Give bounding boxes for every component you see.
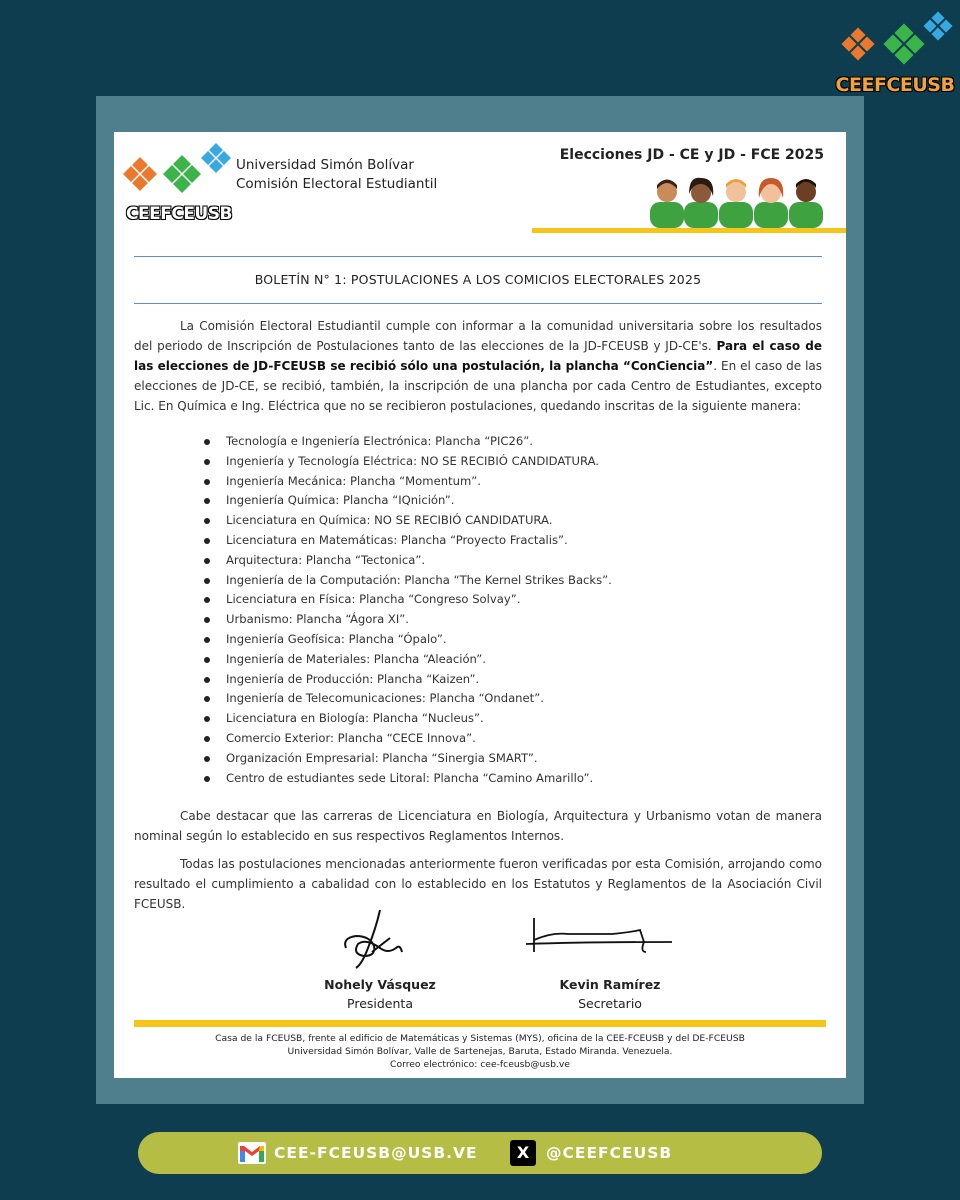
list-item: Ingeniería Química: Plancha “IQnición”.	[202, 491, 612, 511]
corner-logo	[834, 6, 956, 94]
bulletin-title: BOLETÍN N° 1: POSTULACIONES A LOS COMICIOS ELECTORALES 2025	[254, 272, 702, 287]
gmail-icon	[238, 1142, 266, 1164]
list-item: Ingeniería Mecánica: Plancha “Momentum”.	[202, 472, 612, 492]
document-footer	[134, 1032, 826, 1071]
candidacy-list	[202, 432, 612, 788]
footer-email: Correo electrónico: cee-fceusb@usb.ve	[390, 1059, 570, 1070]
intro-text-1: La Comisión Electoral Estudiantil cumple con informar a la comunidad universitaria sobre los resultados del periodo de Inscripción de Postulaciones tanto de las elecciones de la JD-FCEUSB y JD-CE's.	[134, 319, 822, 353]
triangle-logo-icon	[120, 138, 238, 204]
commission-name: Comisión Electoral Estudiantil	[236, 176, 438, 192]
list-item: Tecnología e Ingeniería Electrónica: Plancha “PIC26”.	[202, 432, 612, 452]
x-handle-link[interactable]: @CEEFCEUSB	[546, 1144, 673, 1162]
institution-block	[236, 156, 437, 194]
bulletin-document	[114, 132, 846, 1078]
header-wordmark: CEEFCEUSB	[126, 204, 232, 224]
signer-role: Presidenta	[347, 996, 413, 1011]
list-item: Licenciatura en Biología: Plancha “Nucleus”.	[202, 709, 612, 729]
students-illustration-icon	[648, 172, 830, 228]
x-logo-icon: X	[510, 1140, 536, 1166]
signature-secretary-icon	[522, 912, 682, 968]
list-item: Comercio Exterior: Plancha “CECE Innova”.	[202, 729, 612, 749]
intro-paragraph	[134, 316, 822, 416]
list-item: Urbanismo: Plancha “Ágora XI”.	[202, 610, 612, 630]
list-item: Licenciatura en Química: NO SE RECIBIÓ CANDIDATURA.	[202, 511, 612, 531]
list-item: Ingeniería de la Computación: Plancha “The Kernel Strikes Backs”.	[202, 571, 612, 591]
signer-role: Secretario	[578, 996, 642, 1011]
intro-bold-text: Para el caso de las elecciones de JD-FCEUSB se recibió sólo una postulación, la plancha “ConCiencia”	[134, 339, 822, 373]
list-item: Licenciatura en Matemáticas: Plancha “Proyecto Fractalis”.	[202, 531, 612, 551]
list-item: Ingeniería de Materiales: Plancha “Aleación”.	[202, 650, 612, 670]
list-item: Arquitectura: Plancha “Tectonica”.	[202, 551, 612, 571]
note-paragraph: Cabe destacar que las carreras de Licenciatura en Biología, Arquitectura y Urbanismo votan de manera nominal según lo establecido en sus respectivos Reglamentos Internos.	[134, 809, 822, 843]
footer-address: Casa de la FCEUSB, frente al edificio de Matemáticas y Sistemas (MYS), oficina de la CEE-FCEUSB y del DE-FCEUSB	[215, 1033, 745, 1044]
header-logo	[120, 138, 238, 226]
list-item: Organización Empresarial: Plancha “Sinergia SMART”.	[202, 749, 612, 769]
list-item: Ingeniería Geofísica: Plancha “Ópalo”.	[202, 630, 612, 650]
triangle-logo-icon	[834, 6, 956, 76]
intro-text-2: . En el caso de las elecciones de JD-CE, se recibió, también, la inscripción de una plancha por cada Centro de Estudiantes, excepto Lic. En Química e Ing. Eléctrica que no se recibieron postulaciones, quedando inscritas de la siguiente manera:	[134, 359, 823, 413]
signature-president	[310, 977, 450, 1011]
signer-name: Kevin Ramírez	[559, 977, 661, 992]
list-item: Centro de estudiantes sede Litoral: Plancha “Camino Amarillo”.	[202, 769, 612, 789]
email-link[interactable]: CEE-FCEUSB@USB.VE	[274, 1144, 478, 1162]
corner-wordmark: CEEFCEUSB	[835, 74, 955, 96]
institution-name: Universidad Simón Bolívar	[236, 157, 414, 173]
signer-name: Nohely Vásquez	[324, 977, 436, 992]
footer-accent-bar	[134, 1020, 826, 1027]
closing-paragraph: Todas las postulaciones mencionadas anteriormente fueron verificadas por esta Comisión, arrojando como resultado el cumplimiento a cabalidad con lo establecido en los Estatutos y Reglamentos de la Asociación Civil FCEUSB.	[134, 857, 822, 911]
header-accent-bar	[532, 228, 846, 233]
signature-president-icon	[336, 908, 412, 974]
list-item: Ingeniería de Telecomunicaciones: Plancha “Ondanet”.	[202, 689, 612, 709]
list-item: Ingeniería de Producción: Plancha “Kaizen”.	[202, 670, 612, 690]
elections-title: Elecciones JD - CE y JD - FCE 2025	[559, 147, 824, 163]
list-item: Ingeniería y Tecnología Eléctrica: NO SE RECIBIÓ CANDIDATURA.	[202, 452, 612, 472]
title-rule-top	[134, 256, 822, 257]
social-bar	[138, 1132, 822, 1174]
title-rule-bottom	[134, 303, 822, 304]
footer-location: Universidad Simón Bolívar, Valle de Sartenejas, Baruta, Estado Miranda. Venezuela.	[287, 1046, 673, 1057]
signature-secretary	[540, 977, 680, 1011]
list-item: Licenciatura en Física: Plancha “Congreso Solvay”.	[202, 590, 612, 610]
